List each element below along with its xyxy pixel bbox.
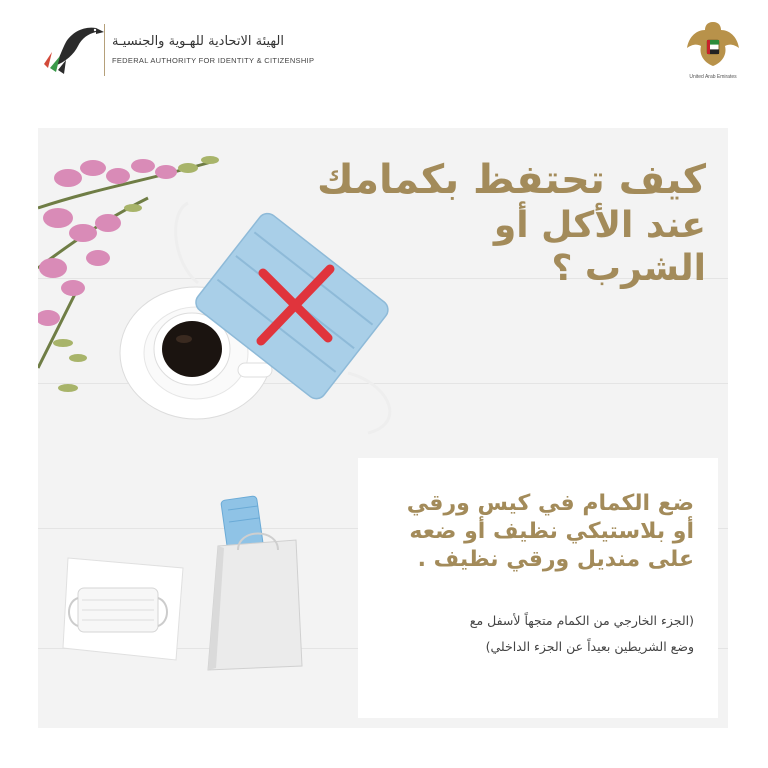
authority-name-english: FEDERAL AUTHORITY FOR IDENTITY & CITIZENSHIP <box>112 56 315 65</box>
instruction-line-1: ضع الكمام في كيس ورقي <box>406 491 694 516</box>
uae-emblem-icon <box>685 18 741 70</box>
instruction-text <box>364 490 694 574</box>
title-line-1: كيف تحتفظ بكمامك <box>316 157 706 203</box>
header-divider <box>104 24 105 76</box>
poster-image <box>38 128 728 728</box>
instruction-note <box>364 608 694 660</box>
note-line-1: (الجزء الخارجي من الكمام متجهاً لأسفل مع <box>469 613 694 628</box>
note-line-2: وضع الشريطين بعيداً عن الجزء الداخلي) <box>485 639 694 654</box>
title-line-2: عند الأكل أو <box>493 205 706 246</box>
paper-bag-icon <box>198 488 308 678</box>
instruction-card <box>358 458 718 718</box>
poster-title <box>317 156 706 290</box>
instruction-line-2: أو بلاستيكي نظيف أو ضعه <box>409 519 694 544</box>
falcon-logo-icon <box>38 22 110 78</box>
instruction-line-3: على منديل ورقي نظيف . <box>417 547 694 572</box>
emblem-caption: United Arab Emirates <box>689 74 737 80</box>
tissue-with-mask-icon <box>58 548 198 668</box>
title-line-3: الشرب ؟ <box>551 248 706 290</box>
authority-name-arabic: الهيئة الاتحادية للهـوية والجنسيـة <box>112 34 284 49</box>
